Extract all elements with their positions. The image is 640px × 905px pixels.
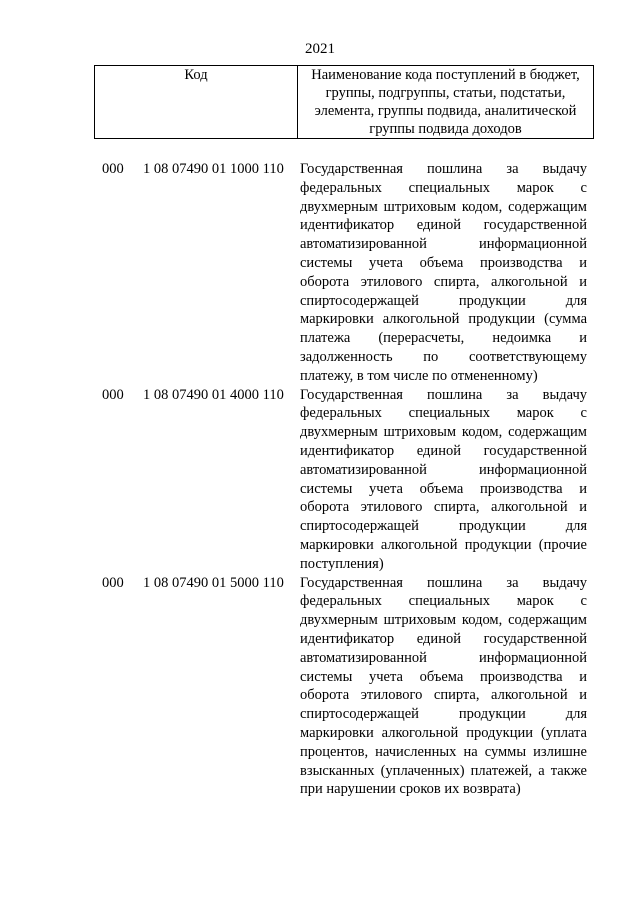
entry-prefix: 000 — [102, 161, 124, 177]
header-table — [94, 65, 594, 139]
entry-row — [0, 574, 640, 800]
header-row — [95, 66, 594, 139]
entry-row — [0, 160, 640, 386]
header-code-cell: Код — [95, 66, 298, 139]
entries-list — [0, 160, 640, 799]
entry-prefix: 000 — [102, 574, 124, 591]
entry-name: Государственная пошлина за выдачу федеральных специальных марок с двухмерным штриховым кодом, содержащим идентификатор единой государственной автоматизированной информационной системы учета объема производства и оборота этилового спирта, алкогольной и спиртосодержащей продукции для маркировки алкогольной продукции (сумма платежа (перерасчеты, недоимка и задолженность по соответствующему платежу, в том числе по отмененному) — [300, 161, 587, 384]
page-number: 2021 — [305, 41, 335, 57]
entry-row — [0, 386, 640, 574]
entry-code: 1 08 07490 01 4000 110 — [143, 386, 284, 403]
entry-name: Государственная пошлина за выдачу федеральных специальных марок с двухмерным штриховым кодом, содержащим идентификатор единой государственной автоматизированной информационной системы учета объема производства и оборота этилового спирта, алкогольной и спиртосодержащей продукции для маркировки алкогольной продукции (прочие поступления) — [300, 386, 587, 572]
entry-code: 1 08 07490 01 1000 110 — [143, 161, 284, 177]
entry-code: 1 08 07490 01 5000 110 — [143, 574, 284, 591]
entry-prefix: 000 — [102, 386, 124, 403]
header-name-cell: Наименование кода поступлений в бюджет, группы, подгруппы, статьи, подстатьи, элемента, группы подвида, аналитической группы подвида доходов — [298, 66, 594, 139]
entry-name: Государственная пошлина за выдачу федеральных специальных марок с двухмерным штриховым кодом, содержащим идентификатор единой государственной автоматизированной информационной системы учета объема производства и оборота этилового спирта, алкогольной и спиртосодержащей продукции для маркировки алкогольной продукции (уплата процентов, начисленных на суммы излишне взысканных (уплаченных) платежей, а также при нарушении сроков их возврата) — [300, 574, 587, 798]
